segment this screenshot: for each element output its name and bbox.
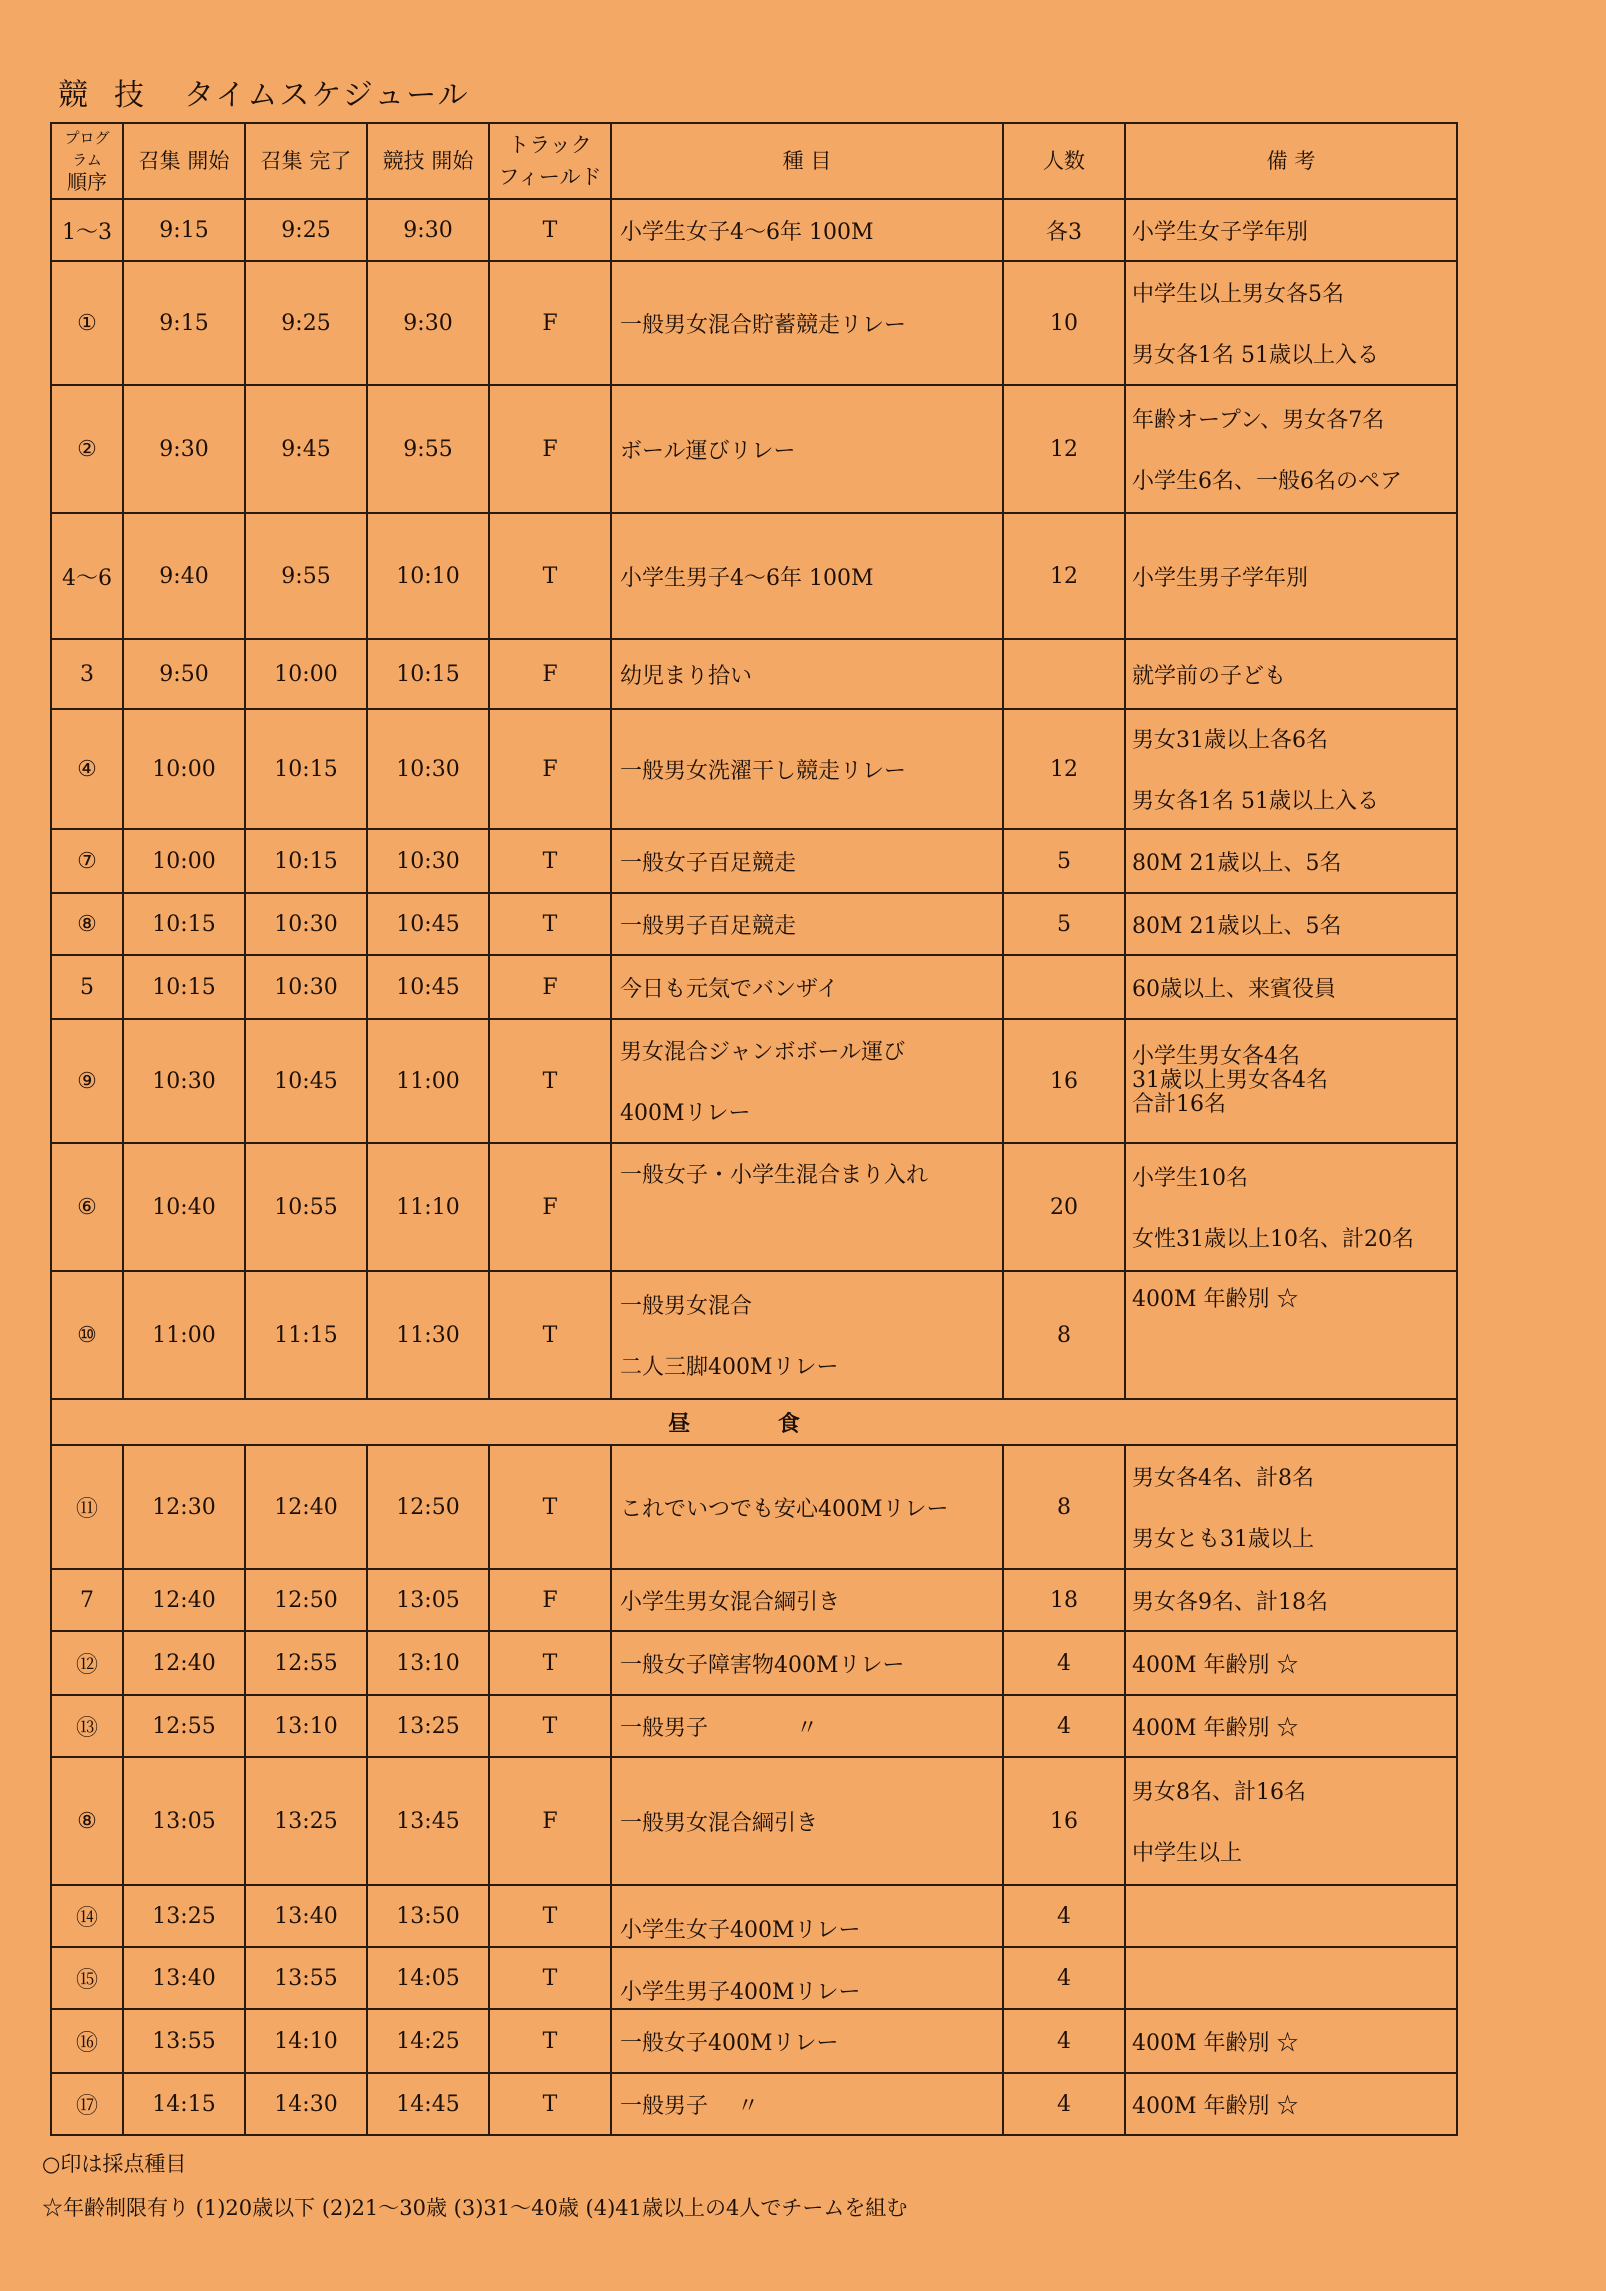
table-cell: T — [489, 1019, 611, 1143]
cell-text-line: 男女各4名、計8名 — [1132, 1466, 1314, 1491]
table-cell: 小学生男女混合綱引き — [611, 1569, 1003, 1631]
table-cell: 一般女子百足競走 — [611, 829, 1003, 893]
table-cell: T — [489, 893, 611, 955]
table-row — [51, 1631, 1457, 1695]
table-cell: 9:15 — [123, 199, 245, 261]
table-row — [51, 893, 1457, 955]
table-cell: 13:40 — [245, 1885, 367, 1947]
table-cell: 10:00 — [123, 709, 245, 829]
table-cell — [1125, 1143, 1457, 1271]
table-cell: 14:15 — [123, 2073, 245, 2135]
cell-text-line: 合計16名 — [1132, 1092, 1226, 1117]
footnote-age-limit: ☆年齢制限有り (1)20歳以下 (2)21〜30歳 (3)31〜40歳 (4)41歳以上の4人でチームを組む — [42, 2196, 908, 2220]
table-cell: 9:15 — [123, 261, 245, 385]
table-cell: 11:30 — [367, 1271, 489, 1399]
table-row — [51, 513, 1457, 639]
table-cell: 一般男子 〃 — [611, 1695, 1003, 1757]
table-cell: 小学生男子4〜6年 100M — [611, 513, 1003, 639]
footnote-scoring: ○印は採点種目 — [42, 2152, 187, 2176]
table-cell: F — [489, 1569, 611, 1631]
table-cell: 12:30 — [123, 1445, 245, 1569]
table-cell: ⑫ — [51, 1631, 123, 1695]
table-row — [51, 2009, 1457, 2073]
table-cell: 9:55 — [245, 513, 367, 639]
table-cell: これでいつでも安心400Mリレー — [611, 1445, 1003, 1569]
table-cell: 10:30 — [245, 955, 367, 1019]
table-cell: 4 — [1003, 2073, 1125, 2135]
table-cell — [1125, 1445, 1457, 1569]
table-cell: 10:15 — [245, 829, 367, 893]
table-cell: 12:55 — [245, 1631, 367, 1695]
table-cell: 小学生女子学年別 — [1125, 199, 1457, 261]
table-cell: ⑭ — [51, 1885, 123, 1947]
table-cell: 小学生女子4〜6年 100M — [611, 199, 1003, 261]
table-cell: T — [489, 1885, 611, 1947]
table-cell: 9:25 — [245, 199, 367, 261]
table-cell: ⑬ — [51, 1695, 123, 1757]
header-call-start: 召集 開始 — [123, 123, 245, 199]
table-cell — [1125, 1757, 1457, 1885]
table-cell: 男女各9名、計18名 — [1125, 1569, 1457, 1631]
cell-text-line: 中学生以上 — [1132, 1841, 1243, 1866]
table-cell: ⑨ — [51, 1019, 123, 1143]
cell-text-line: 男女各1名 51歳以上入る — [1132, 789, 1379, 814]
table-cell: ⑧ — [51, 893, 123, 955]
table-row — [51, 829, 1457, 893]
table-header-row — [51, 123, 1457, 199]
table-cell: 80M 21歳以上、5名 — [1125, 829, 1457, 893]
table-cell: 80M 21歳以上、5名 — [1125, 893, 1457, 955]
cell-text-line: フィールド — [498, 165, 602, 189]
table-cell: 1〜3 — [51, 199, 123, 261]
table-cell: ② — [51, 385, 123, 513]
table-cell: 3 — [51, 639, 123, 709]
table-cell: 10:45 — [367, 893, 489, 955]
header-order — [51, 123, 123, 199]
table-cell: 10:15 — [123, 893, 245, 955]
table-row — [51, 199, 1457, 261]
table-cell: 400M 年齢別 ☆ — [1125, 1695, 1457, 1757]
table-row — [51, 1885, 1457, 1947]
table-cell: T — [489, 1445, 611, 1569]
table-cell — [1003, 639, 1125, 709]
table-cell: 20 — [1003, 1143, 1125, 1271]
cell-text-line: 二人三脚400Mリレー — [620, 1355, 839, 1380]
table-cell: 14:10 — [245, 2009, 367, 2073]
table-cell — [1125, 385, 1457, 513]
table-cell: 13:05 — [367, 1569, 489, 1631]
table-cell: 一般男女洗濯干し競走リレー — [611, 709, 1003, 829]
table-cell: ⑧ — [51, 1757, 123, 1885]
table-cell: 10:00 — [245, 639, 367, 709]
table-row — [51, 2073, 1457, 2135]
table-cell: T — [489, 2073, 611, 2135]
table-cell: T — [489, 829, 611, 893]
table-cell: 13:05 — [123, 1757, 245, 1885]
table-row — [51, 1757, 1457, 1885]
cell-text-line: 男女混合ジャンボボール運び — [620, 1040, 906, 1065]
table-cell: F — [489, 1757, 611, 1885]
table-cell: 10:55 — [245, 1143, 367, 1271]
table-cell: 12 — [1003, 709, 1125, 829]
table-cell: 12 — [1003, 385, 1125, 513]
schedule-table — [50, 122, 1458, 2136]
table-cell: 10:10 — [367, 513, 489, 639]
table-cell: F — [489, 639, 611, 709]
table-cell: 400M 年齢別 ☆ — [1125, 1631, 1457, 1695]
table-row — [51, 1695, 1457, 1757]
table-cell: 12:40 — [123, 1631, 245, 1695]
table-cell: 9:55 — [367, 385, 489, 513]
table-cell: 10:45 — [245, 1019, 367, 1143]
cell-text-line: 小学生男女各4名 — [1132, 1044, 1300, 1069]
cell-text-line: 女性31歳以上10名、計20名 — [1132, 1227, 1414, 1252]
table-cell: 一般女子障害物400Mリレー — [611, 1631, 1003, 1695]
table-cell: F — [489, 385, 611, 513]
table-cell — [611, 1019, 1003, 1143]
table-cell: 4 — [1003, 2009, 1125, 2073]
table-cell: 16 — [1003, 1019, 1125, 1143]
header-call-end: 召集 完了 — [245, 123, 367, 199]
lunch-break-row — [51, 1399, 1457, 1445]
table-row — [51, 1019, 1457, 1143]
table-cell: 一般男子 〃 — [611, 2073, 1003, 2135]
table-cell: 10:40 — [123, 1143, 245, 1271]
table-cell: 13:55 — [245, 1947, 367, 2009]
table-cell: 9:50 — [123, 639, 245, 709]
table-cell: 14:25 — [367, 2009, 489, 2073]
table-row — [51, 1271, 1457, 1399]
table-cell: 400M 年齢別 ☆ — [1125, 1271, 1457, 1399]
table-cell: 9:30 — [367, 261, 489, 385]
table-cell: 8 — [1003, 1445, 1125, 1569]
table-row — [51, 1143, 1457, 1271]
table-cell: 一般男女混合綱引き — [611, 1757, 1003, 1885]
table-row — [51, 709, 1457, 829]
header-event: 種 目 — [611, 123, 1003, 199]
table-cell: 10:30 — [245, 893, 367, 955]
cell-text-line: トラック — [508, 133, 592, 157]
table-cell: 5 — [51, 955, 123, 1019]
table-cell: 小学生男子学年別 — [1125, 513, 1457, 639]
table-cell: 400M 年齢別 ☆ — [1125, 2073, 1457, 2135]
table-cell: 13:50 — [367, 1885, 489, 1947]
table-cell: 10:30 — [367, 829, 489, 893]
cell-text-line: 男女8名、計16名 — [1132, 1780, 1306, 1805]
table-cell: 12:55 — [123, 1695, 245, 1757]
header-count: 人数 — [1003, 123, 1125, 199]
table-cell: 一般女子400Mリレー — [611, 2009, 1003, 2073]
table-cell — [1125, 1885, 1457, 1947]
header-notes: 備 考 — [1125, 123, 1457, 199]
table-cell: 13:10 — [367, 1631, 489, 1695]
table-cell: 5 — [1003, 829, 1125, 893]
table-cell: 13:25 — [245, 1757, 367, 1885]
cell-text-line: 中学生以上男女各5名 — [1132, 282, 1344, 307]
table-cell: 18 — [1003, 1569, 1125, 1631]
table-row — [51, 955, 1457, 1019]
table-cell: 今日も元気でバンザイ — [611, 955, 1003, 1019]
cell-text-line: 小学生6名、一般6名のペア — [1132, 469, 1402, 494]
table-cell: 13:40 — [123, 1947, 245, 2009]
table-cell: T — [489, 1947, 611, 2009]
cell-text-line: 一般男女混合 — [620, 1294, 753, 1319]
table-cell: 9:45 — [245, 385, 367, 513]
table-row — [51, 1445, 1457, 1569]
table-cell: F — [489, 955, 611, 1019]
cell-text-line: 男女31歳以上各6名 — [1132, 728, 1328, 753]
table-cell: ⑮ — [51, 1947, 123, 2009]
table-cell: ④ — [51, 709, 123, 829]
table-cell: 10:15 — [367, 639, 489, 709]
header-start: 競技 開始 — [367, 123, 489, 199]
table-cell: ⑰ — [51, 2073, 123, 2135]
table-cell: 12:50 — [245, 1569, 367, 1631]
table-cell: T — [489, 1271, 611, 1399]
table-cell: 13:25 — [367, 1695, 489, 1757]
table-cell: T — [489, 199, 611, 261]
table-cell: 12:40 — [245, 1445, 367, 1569]
cell-text-line: 男女各1名 51歳以上入る — [1132, 343, 1379, 368]
table-cell: 9:40 — [123, 513, 245, 639]
table-cell: 一般女子・小学生混合まり入れ — [611, 1143, 1003, 1271]
table-cell — [1125, 1947, 1457, 2009]
table-cell: 9:25 — [245, 261, 367, 385]
table-cell: 10:15 — [123, 955, 245, 1019]
table-cell: 9:30 — [123, 385, 245, 513]
table-cell: T — [489, 1631, 611, 1695]
table-cell: 10:30 — [123, 1019, 245, 1143]
table-cell: 4 — [1003, 1885, 1125, 1947]
table-cell: 11:10 — [367, 1143, 489, 1271]
table-cell: T — [489, 2009, 611, 2073]
table-cell: T — [489, 513, 611, 639]
table-row — [51, 261, 1457, 385]
table-cell: 400M 年齢別 ☆ — [1125, 2009, 1457, 2073]
table-cell — [1125, 1019, 1457, 1143]
table-row — [51, 639, 1457, 709]
cell-text-line: 順序 — [67, 170, 107, 194]
table-cell: 就学前の子ども — [1125, 639, 1457, 709]
table-cell: F — [489, 709, 611, 829]
table-cell — [1003, 955, 1125, 1019]
table-cell: 13:25 — [123, 1885, 245, 1947]
table-cell: 12:40 — [123, 1569, 245, 1631]
table-row — [51, 1947, 1457, 2009]
table-cell: 10:15 — [245, 709, 367, 829]
header-track-field — [489, 123, 611, 199]
table-cell: 11:00 — [123, 1271, 245, 1399]
table-cell: 12:50 — [367, 1445, 489, 1569]
table-cell: 5 — [1003, 893, 1125, 955]
table-cell — [1125, 709, 1457, 829]
table-cell: 11:00 — [367, 1019, 489, 1143]
table-cell: 各3 — [1003, 199, 1125, 261]
table-cell: 12 — [1003, 513, 1125, 639]
table-cell: 小学生女子400Mリレー — [611, 1885, 1003, 1947]
table-cell: 14:45 — [367, 2073, 489, 2135]
table-cell: 4 — [1003, 1695, 1125, 1757]
table-cell: 一般男女混合貯蓄競走リレー — [611, 261, 1003, 385]
table-cell: 4〜6 — [51, 513, 123, 639]
table-cell: ⑯ — [51, 2009, 123, 2073]
table-cell: 幼児まり拾い — [611, 639, 1003, 709]
table-cell: 8 — [1003, 1271, 1125, 1399]
table-cell: F — [489, 261, 611, 385]
table-cell: 一般男子百足競走 — [611, 893, 1003, 955]
cell-text-line: 小学生10名 — [1132, 1166, 1248, 1191]
table-cell: 10:30 — [367, 709, 489, 829]
cell-text-line: 年齢オープン、男女各7名 — [1132, 408, 1385, 433]
table-cell: 10 — [1003, 261, 1125, 385]
table-cell — [1125, 261, 1457, 385]
table-cell: 14:30 — [245, 2073, 367, 2135]
table-cell: 小学生男子400Mリレー — [611, 1947, 1003, 2009]
table-cell: 14:05 — [367, 1947, 489, 2009]
table-cell: 昼 食 — [51, 1399, 1457, 1445]
table-cell: T — [489, 1695, 611, 1757]
table-cell: ⑩ — [51, 1271, 123, 1399]
cell-text-line: 男女とも31歳以上 — [1132, 1527, 1314, 1552]
table-cell: 7 — [51, 1569, 123, 1631]
table-cell: ① — [51, 261, 123, 385]
page-title: 競技 タイムスケジュール — [58, 78, 470, 113]
table-cell: 16 — [1003, 1757, 1125, 1885]
table-cell — [611, 1271, 1003, 1399]
table-cell: 13:45 — [367, 1757, 489, 1885]
table-cell: 4 — [1003, 1947, 1125, 2009]
table-cell: ⑦ — [51, 829, 123, 893]
table-row — [51, 1569, 1457, 1631]
table-cell: 13:55 — [123, 2009, 245, 2073]
table-cell: 9:30 — [367, 199, 489, 261]
table-cell: 60歳以上、来賓役員 — [1125, 955, 1457, 1019]
table-cell: 10:00 — [123, 829, 245, 893]
table-cell: ⑥ — [51, 1143, 123, 1271]
table-cell: ボール運びリレー — [611, 385, 1003, 513]
cell-text-line: 31歳以上男女各4名 — [1132, 1068, 1328, 1093]
cell-text-line: プログラム — [64, 129, 110, 169]
table-cell: 4 — [1003, 1631, 1125, 1695]
table-row — [51, 385, 1457, 513]
table-cell: 11:15 — [245, 1271, 367, 1399]
table-cell: F — [489, 1143, 611, 1271]
table-cell: 10:45 — [367, 955, 489, 1019]
table-cell: ⑪ — [51, 1445, 123, 1569]
table-cell: 13:10 — [245, 1695, 367, 1757]
cell-text-line: 400Mリレー — [620, 1101, 751, 1126]
